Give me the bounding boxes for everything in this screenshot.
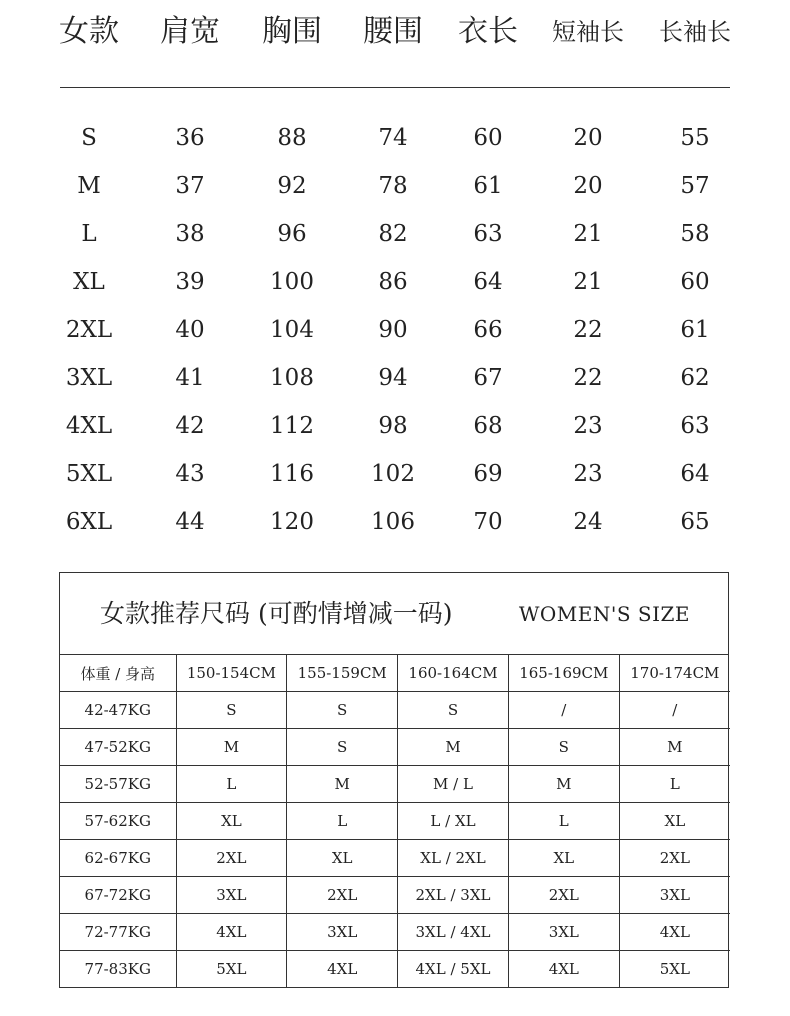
size-header-2: 胸围	[262, 14, 322, 49]
recommend-title-en: WOMEN'S SIZE	[518, 602, 690, 626]
size-value: 90	[378, 317, 408, 343]
size-table-header	[60, 12, 730, 52]
size-row	[60, 306, 730, 354]
recommended-size: M	[176, 729, 287, 766]
recommended-size: 2XL	[619, 840, 730, 877]
size-header-3: 腰围	[363, 14, 423, 49]
recommended-size: 3XL	[176, 877, 287, 914]
height-header: 150-154CM	[176, 655, 287, 692]
size-row	[60, 114, 730, 162]
size-value: 38	[175, 221, 205, 247]
size-value: 92	[277, 173, 307, 199]
recommended-size: S	[287, 692, 398, 729]
size-value: 42	[175, 413, 205, 439]
size-header-5: 短袖长	[552, 18, 624, 46]
size-row	[60, 258, 730, 306]
size-value: 100	[270, 269, 314, 295]
size-row	[60, 498, 730, 546]
height-header: 160-164CM	[398, 655, 509, 692]
recommend-row	[60, 877, 730, 914]
recommended-size: M	[398, 729, 509, 766]
size-value: 23	[573, 461, 603, 487]
size-row	[60, 210, 730, 258]
weight-height-header: 体重 / 身高	[60, 655, 176, 692]
size-row	[60, 162, 730, 210]
size-value: 67	[473, 365, 503, 391]
size-value: 102	[371, 461, 415, 487]
size-value: 65	[680, 509, 710, 535]
recommended-size: L	[287, 803, 398, 840]
size-value: 21	[573, 221, 603, 247]
recommend-header-row	[60, 655, 730, 692]
recommended-size: 4XL	[619, 914, 730, 951]
recommended-size: 2XL / 3XL	[398, 877, 509, 914]
recommended-size: 5XL	[659, 960, 690, 978]
size-value: 21	[573, 269, 603, 295]
size-label: 2XL	[65, 317, 113, 343]
height-header: 155-159CM	[287, 655, 398, 692]
recommend-row	[60, 951, 730, 988]
recommended-size: L	[508, 803, 619, 840]
weight-label: 67-72KG	[60, 877, 176, 914]
recommended-size: 2XL	[287, 877, 398, 914]
recommend-grid	[60, 655, 730, 987]
recommended-size: 4XL / 5XL	[398, 951, 509, 988]
weight-label: 72-77KG	[60, 914, 176, 951]
size-value: 20	[573, 125, 603, 151]
size-value: 58	[680, 221, 710, 247]
recommended-size: 3XL	[619, 877, 730, 914]
size-value: 68	[473, 413, 503, 439]
size-value: 74	[378, 125, 408, 151]
size-value: 66	[473, 317, 503, 343]
size-value: 116	[270, 461, 314, 487]
size-value: 112	[270, 413, 314, 439]
recommended-size: 3XL	[287, 914, 398, 951]
weight-label: 57-62KG	[60, 803, 176, 840]
size-value: 104	[270, 317, 314, 343]
weight-label: 62-67KG	[60, 840, 176, 877]
recommended-size: S	[287, 729, 398, 766]
recommend-row	[60, 729, 730, 766]
size-value: 96	[277, 221, 307, 247]
header-divider	[60, 87, 730, 88]
recommended-size: M	[287, 766, 398, 803]
size-value: 63	[680, 413, 710, 439]
recommend-table	[59, 572, 729, 988]
recommended-size: S	[176, 692, 287, 729]
recommended-size: 5XL	[176, 951, 287, 988]
size-label: S	[81, 125, 97, 151]
recommended-size: 3XL / 4XL	[398, 914, 509, 951]
recommended-size: L / XL	[398, 803, 509, 840]
size-value: 78	[378, 173, 408, 199]
size-label: L	[81, 221, 97, 247]
recommended-size: XL	[287, 840, 398, 877]
size-label: 6XL	[65, 509, 113, 535]
recommended-size: 4XL	[508, 951, 619, 988]
size-value: 40	[175, 317, 205, 343]
size-label: XL	[73, 269, 105, 295]
size-value: 37	[175, 173, 205, 199]
weight-label: 52-57KG	[60, 766, 176, 803]
recommended-size: /	[619, 692, 730, 729]
recommended-size: 4XL	[176, 914, 287, 951]
weight-label: 47-52KG	[60, 729, 176, 766]
size-value: 108	[270, 365, 314, 391]
size-table-body	[60, 114, 730, 546]
size-row	[60, 354, 730, 402]
recommend-row	[60, 914, 730, 951]
recommended-size: 3XL	[508, 914, 619, 951]
size-value: 55	[680, 125, 710, 151]
size-value: 64	[473, 269, 503, 295]
size-value: 36	[175, 125, 205, 151]
weight-label: 42-47KG	[60, 692, 176, 729]
size-header-4: 衣长	[458, 14, 518, 49]
size-value: 60	[680, 269, 710, 295]
size-value: 24	[573, 509, 603, 535]
size-value: 120	[270, 509, 314, 535]
size-value: 64	[680, 461, 710, 487]
recommended-size: 4XL	[287, 951, 398, 988]
size-row	[60, 450, 730, 498]
size-value: 60	[473, 125, 503, 151]
size-value: 20	[573, 173, 603, 199]
size-value: 39	[175, 269, 205, 295]
size-header-6: 长袖长	[659, 18, 731, 46]
size-value: 63	[473, 221, 503, 247]
recommended-size: 2XL	[176, 840, 287, 877]
size-value: 61	[680, 317, 710, 343]
size-label: 4XL	[65, 413, 113, 439]
size-value: 106	[371, 509, 415, 535]
recommended-size: L	[619, 766, 730, 803]
size-value: 69	[473, 461, 503, 487]
size-value: 22	[573, 365, 603, 391]
recommended-size: S	[508, 729, 619, 766]
recommend-row	[60, 840, 730, 877]
size-value: 57	[680, 173, 710, 199]
weight-label: 77-83KG	[60, 951, 176, 988]
size-value: 23	[573, 413, 603, 439]
size-header-0: 女款	[59, 14, 119, 49]
recommend-row	[60, 803, 730, 840]
recommend-row	[60, 766, 730, 803]
size-value: 61	[473, 173, 503, 199]
recommended-size: XL	[619, 803, 730, 840]
height-header: 165-169CM	[508, 655, 619, 692]
size-value: 70	[473, 509, 503, 535]
size-value: 98	[378, 413, 408, 439]
recommended-size: L	[176, 766, 287, 803]
recommend-title-bar	[60, 573, 728, 655]
size-label: 3XL	[65, 365, 113, 391]
size-value: 82	[378, 221, 408, 247]
size-label: M	[77, 173, 101, 199]
recommended-size: XL	[176, 803, 287, 840]
size-value: 94	[378, 365, 408, 391]
size-label: 5XL	[65, 461, 113, 487]
recommended-size: M	[508, 766, 619, 803]
recommended-size: 2XL	[508, 877, 619, 914]
recommended-size: S	[398, 692, 509, 729]
size-value: 62	[680, 365, 710, 391]
size-value: 44	[175, 509, 205, 535]
size-value: 22	[573, 317, 603, 343]
recommend-row	[60, 692, 730, 729]
size-value: 41	[175, 365, 205, 391]
recommended-size: M / L	[398, 766, 509, 803]
size-value: 88	[277, 125, 307, 151]
recommended-size: XL	[508, 840, 619, 877]
size-row	[60, 402, 730, 450]
recommended-size: M	[619, 729, 730, 766]
recommended-size: XL / 2XL	[398, 840, 509, 877]
recommended-size: /	[508, 692, 619, 729]
size-value: 43	[175, 461, 205, 487]
height-header: 170-174CM	[619, 655, 730, 692]
size-header-1: 肩宽	[160, 14, 220, 49]
recommend-title: 女款推荐尺码 (可酌情增减一码)	[100, 599, 453, 628]
size-value: 86	[378, 269, 408, 295]
